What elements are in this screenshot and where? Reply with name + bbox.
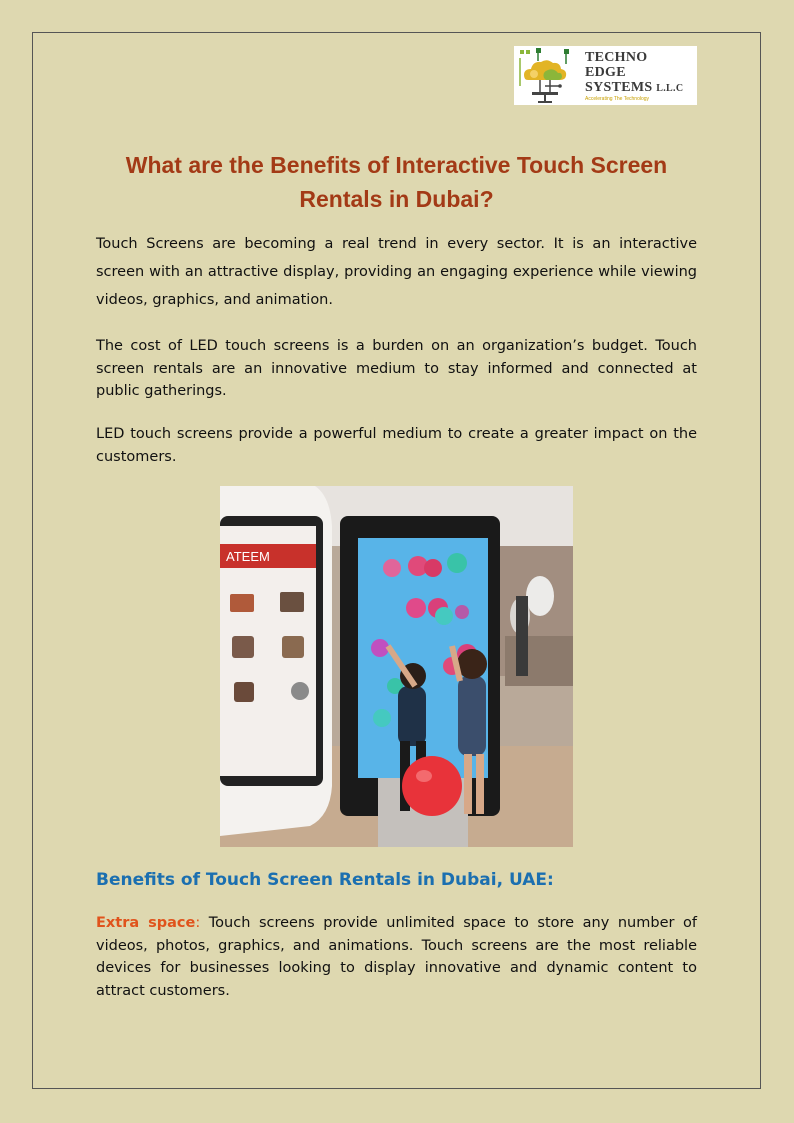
kiosk-photo-illustration	[220, 486, 573, 847]
logo-line-2: EDGE	[585, 65, 626, 80]
company-logo	[514, 46, 697, 105]
intro-paragraph: Touch Screens are becoming a real trend in every sector. It is an interactive screen with an attractive display, providing an engaging experience while viewing videos, graphics, and animation.	[96, 236, 697, 308]
extra-space-colon: :	[195, 915, 201, 931]
kiosk-photo	[220, 486, 573, 847]
extra-space-text: Touch screens provide unlimited space to store any number of videos, photos, graphics, and animations. Touch screens are the most reliable devices for businesses looking to display innovative and dynamic content to attract customers.	[96, 915, 697, 999]
logo-tagline: Accelerating The Technology	[585, 96, 650, 102]
logo-llc: L.L.C	[656, 83, 684, 94]
extra-space-paragraph	[96, 912, 697, 1002]
page-title: What are the Benefits of Interactive Touch Screen Rentals in Dubai?	[125, 152, 668, 212]
impact-paragraph: LED touch screens provide a powerful medium to create a greater impact on the customers.	[96, 426, 697, 465]
cloud-circuit-icon	[514, 46, 576, 105]
cost-paragraph: The cost of LED touch screens is a burden on an organization’s budget. Touch screen rentals are an innovative medium to stay informed and connected at public gatherings.	[96, 338, 697, 399]
extra-space-label: Extra space	[96, 915, 196, 931]
kiosk-left-header: ATEEM	[226, 549, 270, 564]
logo-line-1: TECHNO	[585, 50, 648, 65]
logo-text	[585, 50, 695, 103]
benefits-heading: Benefits of Touch Screen Rentals in Dubai, UAE:	[96, 870, 554, 890]
logo-systems: SYSTEMS	[585, 80, 653, 95]
logo-line-3	[585, 80, 695, 96]
